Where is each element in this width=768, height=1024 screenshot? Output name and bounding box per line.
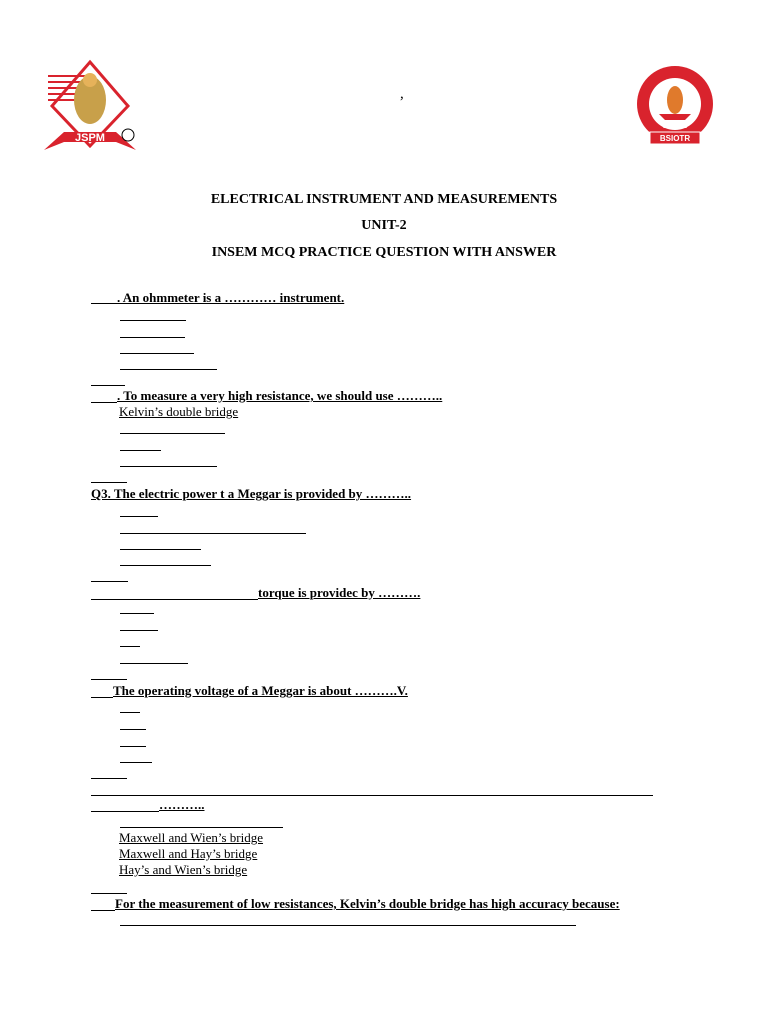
- option-blank: [120, 729, 146, 730]
- option-blank: [120, 533, 306, 534]
- question-4: torque is providec by ……….: [258, 585, 421, 600]
- jspm-logo: [38, 58, 142, 158]
- option-blank: [120, 565, 211, 566]
- option-text: Kelvin’s double bridge: [119, 404, 239, 419]
- option-blank: [120, 549, 201, 550]
- option-blank: [120, 369, 217, 370]
- option-blank: [120, 433, 225, 434]
- option-text: Maxwell and Wien’s bridge: [119, 830, 264, 845]
- question-blank-line: [91, 795, 653, 796]
- option-blank: [120, 925, 576, 926]
- section-title: INSEM MCQ PRACTICE QUESTION WITH ANSWER: [211, 245, 557, 260]
- question-prefix-blank: [91, 599, 258, 600]
- option-blank: [120, 663, 188, 664]
- svg-text:JSPM's: JSPM's: [662, 123, 688, 130]
- option-blank: [120, 712, 140, 713]
- bsiotr-logo: [630, 64, 720, 148]
- question-prefix-blank: [91, 811, 159, 812]
- question-number-blank: [91, 402, 117, 403]
- option-blank: [120, 746, 146, 747]
- question-6: ………..: [159, 797, 205, 812]
- separator-line: [91, 482, 127, 483]
- question-5: The operating voltage of a Meggar is about ……….V.: [113, 683, 408, 698]
- option-blank: [120, 646, 140, 647]
- stray-comma: ,: [400, 86, 404, 102]
- separator-line: [91, 581, 128, 582]
- svg-text:JSPM: JSPM: [75, 132, 105, 144]
- question-number-blank: [91, 910, 115, 911]
- option-blank: [120, 516, 158, 517]
- option-blank: [120, 630, 158, 631]
- question-2: . To measure a very high resistance, we should use ………..: [117, 388, 443, 403]
- option-blank: [120, 450, 161, 451]
- question-3: Q3. The electric power t a Meggar is provided by ………..: [91, 486, 412, 501]
- question-number-blank: [91, 697, 113, 698]
- option-blank: [120, 353, 194, 354]
- option-blank: [120, 337, 185, 338]
- separator-line: [91, 893, 127, 894]
- option-blank: [120, 613, 154, 614]
- option-text: Hay’s and Wien’s bridge: [119, 862, 248, 877]
- separator-line: [91, 385, 125, 386]
- question-1: . An ohmmeter is a ………… instrument.: [117, 290, 345, 305]
- question-7: For the measurement of low resistances, Kelvin’s double bridge has high accuracy because:: [115, 896, 620, 911]
- separator-line: [91, 778, 127, 779]
- option-blank: [120, 320, 186, 321]
- unit-title: UNIT-2: [361, 218, 407, 233]
- option-blank: [120, 466, 217, 467]
- question-number-blank: [91, 303, 117, 304]
- doc-title: ELECTRICAL INSTRUMENT AND MEASUREMENTS: [210, 192, 558, 207]
- option-blank: [120, 827, 283, 828]
- option-blank: [120, 762, 152, 763]
- svg-text:BSIOTR: BSIOTR: [659, 134, 691, 143]
- separator-line: [91, 679, 127, 680]
- option-text: Maxwell and Hay’s bridge: [119, 846, 258, 861]
